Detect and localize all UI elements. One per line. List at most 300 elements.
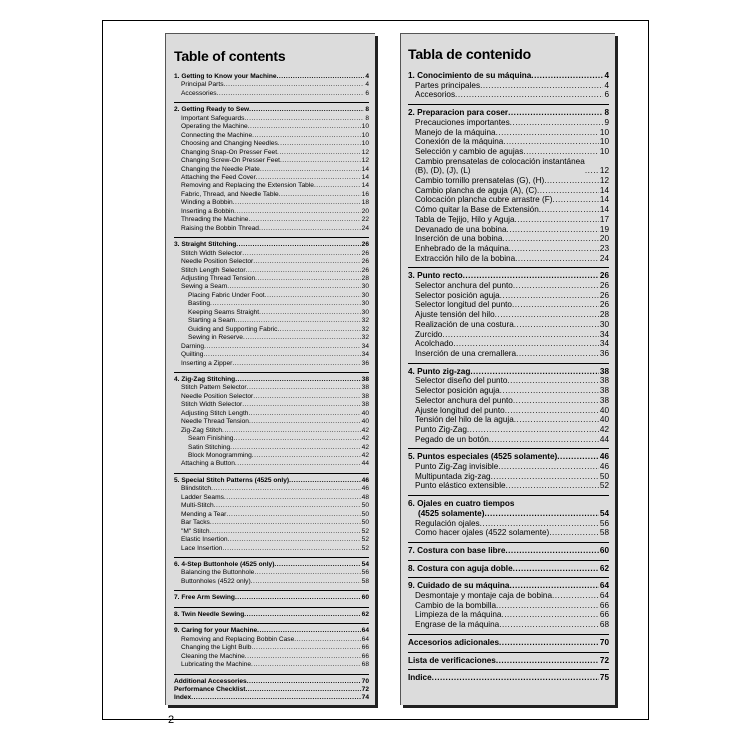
toc-entry-page: 64	[361, 635, 369, 643]
toc-entry-title: Keeping Seams Straight	[188, 308, 260, 316]
toc-entry-title: Index	[174, 694, 192, 702]
toc-leader-dots	[544, 176, 599, 186]
toc-entry-title: Buttonholes (4522 only)	[181, 577, 251, 585]
toc-leader-dots	[500, 386, 599, 396]
toc-entry[interactable]	[174, 326, 369, 334]
toc-entry[interactable]	[174, 694, 369, 702]
toc-entry-page: 66	[599, 610, 609, 620]
toc-entry[interactable]	[408, 108, 609, 118]
toc-entry[interactable]	[174, 460, 369, 468]
toc-entry[interactable]	[174, 267, 369, 275]
toc-entry-title: 5. Special Stitch Patterns (4525 only)	[174, 476, 290, 484]
toc-entry[interactable]	[408, 320, 609, 330]
toc-entry[interactable]	[408, 90, 609, 100]
toc-leader-dots	[502, 234, 598, 244]
toc-entry-title: Adjusting Thread Tension	[181, 274, 256, 282]
toc-entry[interactable]	[408, 610, 609, 620]
toc-entry-page: 42	[361, 435, 369, 443]
toc-entry[interactable]	[174, 149, 369, 157]
toc-entry[interactable]	[174, 569, 369, 577]
toc-entry-page: 72	[361, 686, 369, 693]
toc-leader-dots	[252, 452, 361, 460]
toc-entry-title: Acolchado	[415, 339, 454, 349]
toc-entry-title: Changing the Needle Plate	[181, 165, 260, 173]
toc-entry-title: Ajuste tensión del hilo	[415, 310, 495, 320]
toc-entry-page: 44	[361, 460, 369, 468]
toc-entry[interactable]	[408, 147, 609, 157]
toc-entry[interactable]	[174, 81, 369, 89]
toc-entry[interactable]	[174, 90, 369, 98]
toc-entry-page: 10	[361, 123, 369, 131]
toc-entry[interactable]	[408, 157, 609, 176]
toc-entry[interactable]	[174, 678, 369, 686]
toc-entry[interactable]	[174, 384, 369, 392]
toc-entry-title: Basting	[188, 300, 210, 308]
toc-entry[interactable]	[408, 225, 609, 235]
toc-entry-page: 8	[365, 114, 369, 122]
toc-entry-page: 70	[361, 677, 369, 685]
toc-entry-title: Selector longitud del punto	[415, 300, 512, 310]
toc-entry-page: 14	[599, 185, 609, 195]
toc-entry-page: 48	[361, 493, 369, 501]
toc-leader-dots	[506, 481, 599, 491]
toc-leader-dots	[499, 638, 599, 648]
toc-entry-page: 46	[599, 452, 609, 462]
toc-entry[interactable]	[174, 300, 369, 308]
toc-entry[interactable]	[174, 528, 369, 536]
toc-entry[interactable]	[408, 118, 609, 128]
toc-leader-dots	[509, 244, 599, 254]
toc-entry[interactable]	[174, 627, 369, 635]
toc-leader-dots	[513, 564, 599, 574]
toc-entry-page: 50	[361, 519, 369, 527]
toc-entry[interactable]	[408, 71, 609, 81]
toc-leader-dots	[513, 396, 599, 406]
toc-entry-title: Elastic Insertion	[181, 536, 228, 544]
toc-entry[interactable]	[174, 427, 369, 435]
toc-entry[interactable]	[408, 425, 609, 435]
toc-leader-dots	[191, 694, 360, 702]
toc-entry-page: 6	[604, 90, 609, 100]
toc-entry[interactable]	[408, 386, 609, 396]
toc-entry-page: 10	[599, 146, 609, 156]
toc-entry[interactable]	[174, 418, 369, 426]
toc-entry[interactable]	[174, 636, 369, 644]
toc-entry-page: 22	[361, 216, 369, 224]
toc-entry[interactable]	[174, 250, 369, 258]
toc-entry-title: Como hacer ojales (4522 solamente)	[415, 528, 550, 538]
toc-entry-title: Regulación ojales	[415, 518, 480, 528]
toc-entry[interactable]	[174, 444, 369, 452]
toc-entry-title: Quilting	[181, 351, 204, 359]
toc-entry-title: 2. Getting Ready to Sew	[174, 106, 250, 114]
toc-entry-title: 1. Getting to Know your Machine	[174, 73, 277, 80]
toc-entry[interactable]	[408, 367, 609, 377]
toc-entry-page: 16	[361, 190, 369, 198]
toc-entry-title: Manejo de la máquina	[415, 127, 496, 137]
toc-entry-title: Blindstitch	[181, 485, 212, 493]
toc-leader-dots	[503, 137, 599, 147]
toc-entry-title: 4. Punto zig-zag	[408, 366, 471, 376]
toc-entry-page: 28	[361, 274, 369, 282]
toc-entry[interactable]	[174, 182, 369, 190]
toc-entry[interactable]	[408, 620, 609, 630]
toc-entry-title: 7. Costura con base libre	[408, 545, 506, 555]
toc-entry[interactable]	[408, 205, 609, 215]
toc-entry[interactable]	[174, 157, 369, 165]
toc-leader-dots	[211, 485, 361, 493]
toc-entry[interactable]	[174, 191, 369, 199]
toc-entry[interactable]	[174, 477, 369, 485]
toc-leader-dots	[552, 195, 598, 205]
toc-entry-title: Selector anchura del punto	[415, 281, 513, 291]
toc-entry[interactable]	[174, 123, 369, 131]
toc-entry-page: 52	[599, 481, 609, 491]
toc-entry-page: 24	[361, 224, 369, 232]
toc-leader-dots	[531, 71, 603, 81]
toc-leader-dots	[515, 215, 599, 225]
toc-entry[interactable]	[174, 661, 369, 669]
toc-entry-page: 64	[361, 627, 369, 635]
toc-entry[interactable]	[408, 546, 609, 556]
toc-entry[interactable]	[408, 415, 609, 425]
toc-entry-title: Performance Checklist	[174, 686, 246, 693]
toc-leader-dots	[280, 157, 361, 165]
toc-entry-page: 24	[599, 253, 609, 263]
toc-entry[interactable]	[174, 174, 369, 182]
toc-entry-page: 14	[599, 195, 609, 205]
toc-entry[interactable]	[408, 601, 609, 611]
toc-entry-title: 2. Preparacion para coser	[408, 108, 509, 118]
toc-entry[interactable]	[408, 656, 609, 666]
toc-entry[interactable]	[408, 481, 609, 491]
toc-leader-dots	[516, 349, 599, 359]
toc-section	[174, 70, 369, 98]
toc-entry[interactable]	[408, 435, 609, 445]
toc-entry-title: Engrase de la máquina	[415, 620, 500, 630]
toc-entry-title: Accesorios adicionales	[408, 637, 500, 647]
toc-entry-page: 14	[599, 205, 609, 215]
toc-entry[interactable]	[174, 511, 369, 519]
toc-entry[interactable]	[174, 653, 369, 661]
toc-entry-title: Accessories	[181, 89, 217, 97]
toc-english-title: Table of contents	[174, 48, 286, 64]
toc-leader-dots	[277, 73, 365, 81]
toc-entry-page: 26	[361, 241, 369, 249]
toc-entry[interactable]	[408, 509, 609, 519]
toc-entry-page: 62	[599, 563, 609, 573]
toc-entry[interactable]	[174, 401, 369, 409]
toc-entry[interactable]	[174, 536, 369, 544]
toc-entry-page: 56	[599, 518, 609, 528]
toc-entry[interactable]	[408, 673, 609, 683]
toc-english-list	[174, 70, 369, 703]
toc-entry-page: 4	[604, 80, 609, 90]
toc-entry[interactable]	[174, 611, 369, 619]
toc-leader-dots	[496, 656, 599, 666]
toc-entry-title: Needle Position Selector	[181, 392, 254, 400]
toc-entry[interactable]	[408, 186, 609, 196]
toc-entry-title: Choosing and Changing Needles	[181, 140, 278, 148]
toc-entry[interactable]	[174, 435, 369, 443]
toc-leader-dots	[236, 241, 360, 249]
toc-entry-title: 6. 4-Step Buttonhole (4525 only)	[174, 561, 275, 569]
toc-entry-title: Tensión del hilo de la aguja	[415, 415, 514, 425]
toc-entry-page: 12	[361, 148, 369, 156]
toc-entry-title: Precauciones importantes	[415, 117, 510, 127]
toc-leader-dots	[552, 591, 599, 601]
toc-leader-dots	[226, 511, 360, 519]
toc-leader-dots	[251, 578, 361, 586]
toc-entry-page: 42	[361, 426, 369, 434]
toc-entry[interactable]	[174, 410, 369, 418]
toc-entry[interactable]	[174, 502, 369, 510]
toc-entry[interactable]	[408, 376, 609, 386]
toc-entry-title: 8. Twin Needle Sewing	[174, 610, 245, 618]
toc-entry[interactable]	[174, 644, 369, 652]
toc-entry-page: 38	[599, 376, 609, 386]
toc-entry[interactable]	[408, 519, 609, 529]
toc-entry-page: 26	[599, 271, 609, 281]
toc-leader-dots	[253, 393, 360, 401]
toc-entry-title: Lista de verificaciones	[408, 655, 496, 665]
toc-entry-title: Accesorios	[415, 90, 456, 100]
toc-entry[interactable]	[408, 581, 609, 591]
toc-entry-page: 40	[361, 409, 369, 417]
toc-section	[408, 577, 609, 630]
toc-entry-title: Ladder Seams	[181, 493, 224, 501]
toc-entry-title: Sewing a Seam	[181, 283, 228, 291]
toc-entry-title: Stitch Pattern Selector	[181, 384, 247, 392]
toc-entry-page: 50	[361, 502, 369, 510]
toc-entry[interactable]	[408, 271, 609, 281]
toc-leader-dots	[496, 601, 599, 611]
toc-entry-title: Selección y cambio de agujas	[415, 146, 524, 156]
toc-entry[interactable]	[174, 594, 369, 602]
toc-entry-title: "M" Stitch	[181, 527, 210, 535]
toc-entry[interactable]	[174, 199, 369, 207]
toc-leader-dots	[505, 546, 599, 556]
toc-entry-page: 34	[599, 339, 609, 349]
toc-entry-title: Tabla de Tejijo, Hilo y Aguja	[415, 214, 515, 224]
toc-entry[interactable]	[174, 73, 369, 81]
toc-entry[interactable]	[174, 258, 369, 266]
toc-entry[interactable]	[174, 494, 369, 502]
toc-entry[interactable]	[408, 291, 609, 301]
toc-leader-dots	[251, 644, 360, 652]
toc-entry-page: 32	[361, 334, 369, 342]
toc-entry[interactable]	[408, 254, 609, 264]
toc-leader-dots	[242, 250, 360, 258]
toc-leader-dots	[224, 494, 361, 502]
toc-entry-page: 10	[361, 131, 369, 139]
toc-entry[interactable]	[408, 300, 609, 310]
toc-leader-dots	[248, 410, 360, 418]
toc-entry[interactable]	[174, 140, 369, 148]
toc-entry[interactable]	[174, 317, 369, 325]
toc-leader-dots	[247, 384, 361, 392]
toc-leader-dots	[278, 140, 361, 148]
toc-entry[interactable]	[408, 81, 609, 91]
toc-entry[interactable]	[408, 176, 609, 186]
toc-leader-dots	[442, 330, 599, 340]
toc-entry[interactable]	[408, 195, 609, 205]
toc-section	[174, 623, 369, 669]
toc-entry-page: 52	[361, 544, 369, 552]
toc-entry-page: 30	[361, 291, 369, 299]
toc-entry[interactable]	[174, 452, 369, 460]
toc-entry[interactable]	[174, 106, 369, 114]
toc-entry-page: 64	[599, 581, 609, 591]
toc-entry[interactable]	[174, 545, 369, 553]
toc-entry-title: Selector diseño del punto	[415, 376, 508, 386]
toc-entry-page: 64	[599, 591, 609, 601]
toc-spanish-list	[408, 68, 609, 683]
toc-leader-dots	[289, 477, 361, 485]
toc-entry[interactable]	[174, 360, 369, 368]
toc-entry-page: 68	[599, 620, 609, 630]
toc-entry[interactable]	[174, 309, 369, 317]
toc-leader-dots	[257, 627, 360, 635]
toc-entry-page: 4	[604, 71, 609, 80]
toc-entry-page: 38	[599, 395, 609, 405]
toc-entry-page: 20	[599, 234, 609, 244]
toc-entry-title: Removing and Replacing Bobbin Case	[181, 635, 295, 643]
toc-leader-dots	[509, 581, 598, 591]
toc-entry-page: 14	[361, 165, 369, 173]
toc-entry[interactable]	[174, 275, 369, 283]
toc-entry[interactable]	[174, 225, 369, 233]
toc-entry-title: Adjusting Stitch Length	[181, 409, 249, 417]
toc-entry[interactable]	[408, 234, 609, 244]
toc-entry[interactable]	[174, 216, 369, 224]
toc-section	[408, 495, 609, 538]
toc-entry[interactable]	[408, 244, 609, 254]
toc-entry[interactable]	[408, 396, 609, 406]
toc-entry-page: 30	[361, 308, 369, 316]
toc-entry[interactable]	[174, 132, 369, 140]
toc-entry-title: Attaching a Button	[181, 460, 235, 468]
toc-entry[interactable]	[174, 376, 369, 384]
toc-entry-title: Ajuste longitud del punto	[415, 405, 505, 415]
toc-entry[interactable]	[408, 472, 609, 482]
toc-entry-title: 9. Caring for your Machine	[174, 627, 258, 635]
toc-entry-title: Inserting a Zipper	[181, 359, 233, 367]
toc-entry-title: Attaching the Feed Cover	[181, 173, 256, 181]
toc-section	[174, 557, 369, 586]
toc-leader-dots	[222, 545, 360, 553]
toc-leader-dots	[480, 81, 603, 91]
toc-entry[interactable]	[174, 334, 369, 342]
toc-entry[interactable]	[174, 166, 369, 174]
toc-entry[interactable]	[174, 578, 369, 586]
toc-leader-dots	[247, 678, 361, 686]
toc-entry[interactable]	[408, 349, 609, 359]
toc-section	[408, 448, 609, 491]
toc-leader-dots	[484, 509, 598, 519]
toc-entry-title: Operating the Machine	[181, 123, 248, 131]
toc-entry[interactable]	[408, 406, 609, 416]
toc-leader-dots	[235, 376, 360, 384]
toc-entry-title: Sewing in Reserve	[188, 334, 243, 342]
toc-entry[interactable]	[408, 462, 609, 472]
toc-entry-page: 50	[361, 510, 369, 518]
toc-entry[interactable]	[174, 485, 369, 493]
toc-leader-dots	[210, 528, 361, 536]
toc-leader-dots	[235, 460, 361, 468]
toc-entry-title: 6. Ojales en cuatro tiempos	[408, 499, 515, 509]
toc-entry[interactable]	[408, 281, 609, 291]
toc-entry-title: 1. Conocimiento de su máquina	[408, 71, 532, 80]
toc-entry[interactable]	[408, 499, 609, 509]
toc-entry-page: 66	[599, 600, 609, 610]
toc-entry-page: 38	[361, 384, 369, 392]
toc-entry[interactable]	[174, 292, 369, 300]
toc-entry[interactable]	[174, 561, 369, 569]
toc-entry-title: Darning	[181, 342, 205, 350]
toc-entry-title: Satin Stitching	[188, 443, 231, 451]
toc-entry-title: Enhebrado de la máquina	[415, 243, 509, 253]
toc-leader-dots	[204, 343, 361, 351]
toc-section	[174, 237, 369, 368]
toc-entry-title: Punto Zig-Zag	[415, 424, 467, 434]
toc-leader-dots	[514, 320, 599, 330]
toc-entry-page: 30	[599, 319, 609, 329]
toc-leader-dots	[470, 367, 599, 377]
toc-entry-title: Multi-Stitch	[181, 502, 214, 510]
toc-entry-page: 70	[599, 637, 609, 647]
toc-leader-dots	[585, 166, 599, 176]
toc-leader-dots	[230, 444, 361, 452]
toc-entry[interactable]	[408, 528, 609, 538]
toc-entry[interactable]	[174, 343, 369, 351]
toc-entry-title: Partes principales	[415, 80, 481, 90]
toc-entry-title: Needle Position Selector	[181, 258, 254, 266]
toc-entry[interactable]	[174, 519, 369, 527]
toc-entry-page: 4	[365, 73, 369, 80]
toc-leader-dots	[463, 271, 599, 281]
toc-entry[interactable]	[408, 638, 609, 648]
toc-entry[interactable]	[408, 339, 609, 349]
toc-entry-page: 34	[599, 329, 609, 339]
toc-entry[interactable]	[408, 330, 609, 340]
toc-entry[interactable]	[408, 310, 609, 320]
toc-entry[interactable]	[174, 393, 369, 401]
toc-entry-title: 9. Cuidado de su máquina	[408, 581, 510, 591]
toc-entry-title: Principal Parts	[181, 81, 224, 89]
toc-entry[interactable]	[408, 564, 609, 574]
toc-entry[interactable]	[174, 241, 369, 249]
toc-entry[interactable]	[408, 128, 609, 138]
toc-entry-page: 34	[361, 351, 369, 359]
toc-entry-title: Punto Zig-Zag invisible	[415, 462, 499, 472]
toc-entry[interactable]	[174, 686, 369, 694]
toc-entry[interactable]	[408, 591, 609, 601]
toc-entry-title: Punto elástico extensible	[415, 481, 506, 491]
toc-entry[interactable]	[408, 215, 609, 225]
toc-entry[interactable]	[408, 452, 609, 462]
toc-entry[interactable]	[174, 115, 369, 123]
toc-entry[interactable]	[408, 137, 609, 147]
toc-entry[interactable]	[174, 208, 369, 216]
toc-entry-title: Indice	[408, 673, 432, 683]
toc-entry-title: Stitch Width Selector	[181, 249, 243, 257]
toc-leader-dots	[242, 401, 360, 409]
toc-entry[interactable]	[174, 283, 369, 291]
toc-entry-title: 3. Straight Stitching	[174, 241, 237, 249]
toc-leader-dots	[491, 472, 599, 482]
toc-entry[interactable]	[174, 351, 369, 359]
